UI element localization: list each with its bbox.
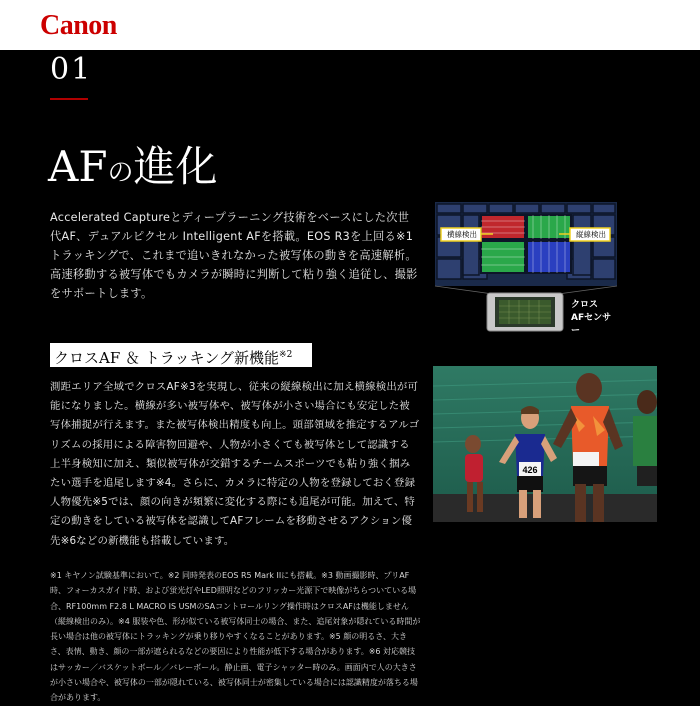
title-af: AF [48, 142, 108, 191]
cross-label: クロス [571, 300, 599, 310]
vertical-detection-label: 縦線検出 [576, 230, 606, 239]
title-evolution: 進化 [133, 142, 218, 191]
subsection-heading [50, 343, 312, 367]
page-title [48, 134, 218, 194]
subsection-heading-note: ※2 [279, 350, 293, 360]
intro-paragraph: Accelerated Captureとディープラーニング技術をベースにした次世代AF、デュアルピクセル Intelligent AFを搭載。EOS R3を上回る※1トラッキングで、これまで追いきれなかった被写体の動きを高速解析。高速移動する被写体でもカメラが瞬時に判断して粘り強く追従し、撮影をサポートします。 [50, 211, 418, 300]
subsection-heading-text: クロスAF ＆ トラッキング新機能 [54, 349, 280, 367]
cross-af-paragraph: 測距エリア全域でクロスAF※3を実現し、従来の縦線検出に加え横線検出が可能になりました。横線が多い被写体や、被写体が小さい場合にも安定した被写体捕捉が行えます。また被写体検出精度も向上。頭部領域を推定するアルゴリズムの採用による障害物回避や、人物が小さくても被写体として認識する上半身検知に加え、類似被写体が交錯するチームスポーツでも粘り強く掴みたい選手を追尾します※4。さらに、カメラに特定の人物を登録しておく登録人物優先※5では、顔の向きが頻繁に変化する際にも追尾が可能。加えて、特定の動きをしている被写体を認識してAFフレームを移動させるアクション優先※6などの新機能も搭載しています。 [50, 381, 420, 547]
footnotes: ※1 キヤノン試験基準において。※2 同時発表のEOS R5 Mark IIにも搭載。※3 動画撮影時、プリAF時、フォーカスガイド時、および蛍光灯やLED照明などのフリッカー光源下で映像がちらついている場合、RF100mm F2.8 L MACRO IS USMのSAコントロールリング操作時はクロスAFは機能しません（縦線検出のみ）。※4 服装や色、形が似ている被写体同士の場合、また、追尾対象が隠れている時間が長い場合は他の被写体にトラッキングが乗り移りやすくなることがあります。※5 顔の明るさ、大きさ、表情、動き、顔の一部が遮られるなどの要因により性能が低下する場合があります。※6 対応競技はサッカー／バスケットボール／バレーボール。静止画、電子シャッター時のみ。画面内で人の大きさが小さい場合や、被写体の一部が隠れている、被写体同士が密集している場合には認識精度が落ちる場合があります。 [50, 571, 421, 703]
section-divider [50, 98, 88, 100]
athletes-photo [433, 366, 657, 522]
section-number: 01 [50, 52, 93, 87]
horizontal-detection-label: 横線検出 [447, 230, 477, 239]
canon-logo[interactable]: Canon [40, 10, 117, 41]
race-bib-number: 426 [522, 465, 538, 475]
af-sensor-label: AFセンサー [571, 313, 612, 336]
top-header-bar [0, 0, 700, 50]
title-particle: の [107, 158, 134, 188]
athletes-photo-graphic [433, 366, 657, 522]
cross-af-diagram [433, 196, 619, 336]
